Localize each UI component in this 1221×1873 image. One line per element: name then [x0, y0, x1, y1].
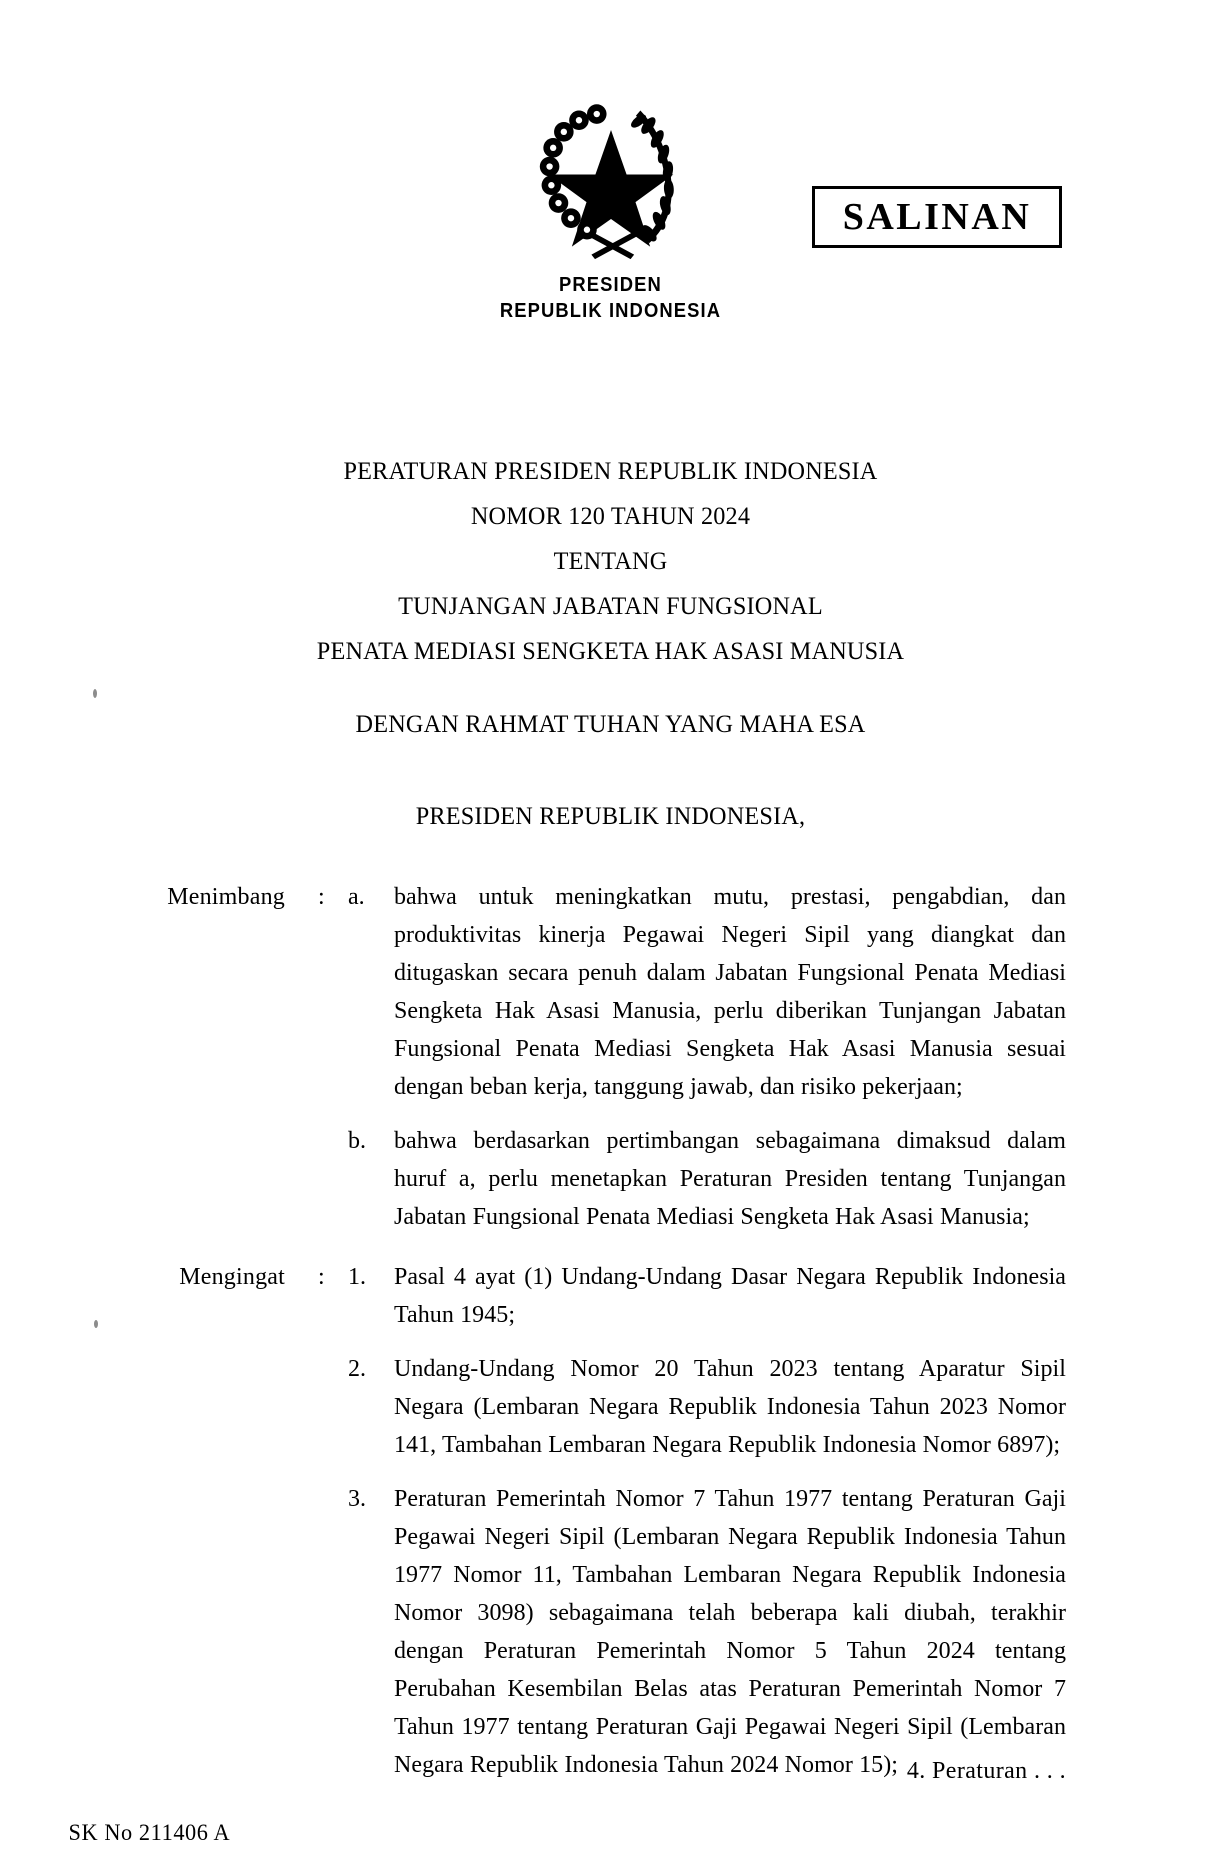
invocation-authority: PRESIDEN REPUBLIK INDONESIA,: [415, 801, 806, 830]
title-subject-line1: TUNJANGAN JABATAN FUNGSIONAL: [398, 591, 823, 620]
recalling-marker-2: 2.: [348, 1356, 366, 1382]
considering-text-b: bahwa berdasarkan pertimbangan sebagaimana dimaksud dalam huruf a, perlu menetapkan Peraturan Presiden tentang Tunjangan Jabatan Fungsional Penata Mediasi Sengketa Hak Asasi Manusia;: [394, 1128, 1066, 1230]
title-subject-line2: PENATA MEDIASI SENGKETA HAK ASASI MANUSIA: [316, 636, 905, 665]
title-tentang-label: TENTANG: [553, 546, 668, 575]
recalling-label: Mengingat: [179, 1264, 285, 1290]
considering-label: Menimbang: [167, 884, 285, 910]
page-catchword: 4. Peraturan . . .: [906, 1758, 1066, 1784]
recalling-item-2: [0, 1350, 1221, 1464]
invocation-block: [0, 702, 1221, 838]
recalling-text-2: Undang-Undang Nomor 20 Tahun 2023 tentang Aparatur Sipil Negara (Lembaran Negara Republik Indonesia Tahun 2023 Nomor 141, Tambahan Lembaran Negara Republik Indonesia Nomor 6897);: [394, 1356, 1066, 1458]
considering-marker-b: b.: [348, 1128, 366, 1154]
scan-speck: [93, 689, 97, 698]
title-number-year: NOMOR 120 TAHUN 2024: [470, 501, 751, 530]
considering-marker-a: a.: [348, 884, 365, 910]
masthead-caption: [49, 272, 1172, 325]
masthead-line-presiden: PRESIDEN: [559, 274, 662, 296]
considering-item-b: [0, 1122, 1221, 1236]
recalling-marker-3: 3.: [348, 1486, 366, 1512]
recalling-item-1: [0, 1258, 1221, 1334]
considering-item-a: [0, 878, 1221, 1106]
recalling-text-3: Peraturan Pemerintah Nomor 7 Tahun 1977 tentang Peraturan Gaji Pegawai Negeri Sipil (Lembaran Negara Republik Indonesia Tahun 1977 Nomor 11, Tambahan Lembaran Negara Republik Indonesia Nomor 3098) sebagaimana telah beberapa kali diubah, terakhir dengan Peraturan Pemerintah Nomor 5 Tahun 2024 tentang Perubahan Kesembilan Belas atas Peraturan Pemerintah Nomor 7 Tahun 1977 tentang Peraturan Gaji Pegawai Negeri Sipil (Lembaran Negara Republik Indonesia Tahun 2024 Nomor 15);: [394, 1486, 1066, 1778]
recalling-marker-1: 1.: [348, 1264, 366, 1290]
garuda-star-wreath-emblem: [522, 96, 700, 262]
salinan-stamp: [812, 186, 1062, 248]
masthead-line-republik-indonesia: REPUBLIK INDONESIA: [499, 300, 722, 323]
title-block: [0, 448, 1221, 673]
considering-text-a: bahwa untuk meningkatkan mutu, prestasi, pengabdian, dan produktivitas kinerja Pegawai Negeri Sipil yang diangkat dan ditugaskan secara penuh dalam Jabatan Fungsional Penata Mediasi Sengketa Hak Asasi Manusia, perlu diberikan Tunjangan Jabatan Fungsional Penata Mediasi Sengketa Hak Asasi Manusia sesuai dengan beban kerja, tanggung jawab, dan risiko pekerjaan;: [394, 884, 1066, 1100]
recalling-item-3: [0, 1480, 1221, 1784]
considering-colon: :: [318, 884, 325, 910]
body-section: [0, 878, 1221, 1784]
salinan-stamp-label: SALINAN: [842, 196, 1032, 238]
invocation-blessing: DENGAN RAHMAT TUHAN YANG MAHA ESA: [355, 709, 866, 738]
recalling-text-1: Pasal 4 ayat (1) Undang-Undang Dasar Negara Republik Indonesia Tahun 1945;: [394, 1264, 1066, 1328]
footer-document-code: SK No 211406 A: [68, 1820, 231, 1845]
title-regulation-type: PERATURAN PRESIDEN REPUBLIK INDONESIA: [343, 456, 878, 485]
recalling-colon: :: [318, 1264, 325, 1290]
